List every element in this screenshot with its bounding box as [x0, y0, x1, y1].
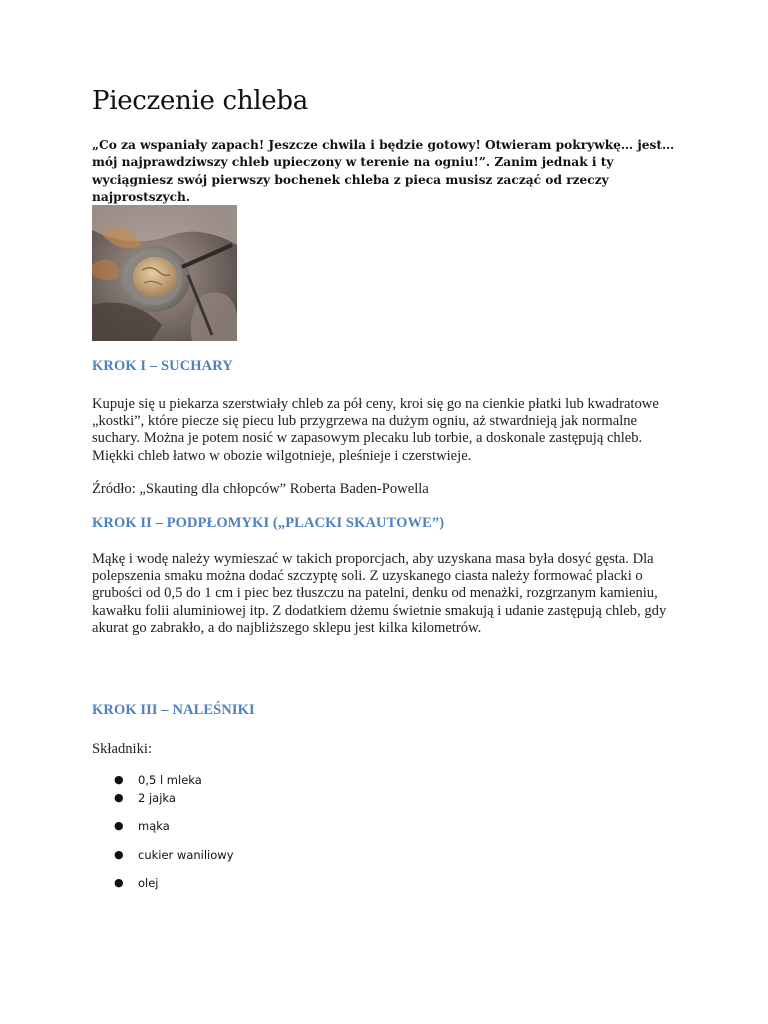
- bullet-icon: ●: [114, 876, 124, 889]
- step2-paragraph: Mąkę i wodę należy wymieszać w takich proporcjach, aby uzyskana masa była dosyć gęsta. Dla polepszenia smaku można dodać szczyptę soli. Z uzyskanego ciasta należy formować placki o grubości od 0,5 do 1 cm i piec bez tłuszczu na patelni, denku od menażki, rozgrzanym kamieniu, kawałku folii aluminiowej itp. Z dodatkiem dżemu świetnie smakują i udanie zastępują chleb, gdy akurat go zabrakło, a do najbliższego sklepu jest kilka kilometrów.: [92, 551, 667, 636]
- campfire-bread-photo: [92, 205, 237, 341]
- document-page: Pieczenie chleba „Co za wspaniały zapach! Jeszcze chwila i będzie gotowy! Otwieram pokrywkę… jest… mój najprawdziwszy chleb upieczony w terenie na ogniu!”. Zanim jednak i ty wyciągniesz swój pierwszy bochenek chleba z pieca musisz zacząć od rzeczy najprostszych. KROK I – SUCHARY Kupuje się u piekarza szerstwiały chleb za pół ceny, kroi się go na cienkie płatki lub kwadratowe „kostki”, które piecze się piecu lub przygrzewa na dużym ogniu, aż stwardnieją jak normalne suchary. Można je potem nosić w zapasowym plecaku lub torbie, a doskonale zastępują chleb. Miękki chleb łatwo w obozie wilgotnieje, pleśnieje i czerstwieje. Źródło: „Skauting dla chłopców” Roberta Baden-Powella KROK II – PODPŁOMYKI („PLACKI SKAUTOWE”) Mąkę i wodę należy wymieszać w takich proporcjach, aby uzyskana masa była dosyć gęsta. Dla polepszenia smaku można dodać szczyptę soli. Z uzyskanego ciasta należy formować placki o grubości od 0,5 do 1 cm i piec bez tłuszczu na patelni, denku od menażki, rozgrzanym kamieniu, kawałku folii aluminiowej itp. Z dodatkiem dżemu świetnie smakują i udanie zastępują chleb, gdy akurat go zabrakło, a do najbliższego sklepu jest kilka kilometrów. KROK III – NALEŚNIKI Składniki: ● 0,5 l mleka ● 2 jajka ● mąka ● cukier waniliowy ● olej: [0, 0, 768, 1024]
- bullet-icon: ●: [114, 848, 124, 861]
- step1-heading: KROK I – SUCHARY: [92, 358, 233, 374]
- step3-heading: KROK III – NALEŚNIKI: [92, 702, 255, 718]
- step2-heading: KROK II – PODPŁOMYKI („PLACKI SKAUTOWE”): [92, 515, 445, 531]
- intro-paragraph: „Co za wspaniały zapach! Jeszcze chwila i będzie gotowy! Otwieram pokrywkę… jest… mój najprawdziwszy chleb upieczony w terenie na ogniu!”. Zanim jednak i ty wyciągniesz swój pierwszy bochenek chleba z pieca musisz zacząć od rzeczy najprostszych.: [92, 138, 675, 205]
- bullet-icon: ●: [114, 773, 124, 786]
- bullet-icon: ●: [114, 791, 124, 804]
- step1-paragraph: Kupuje się u piekarza szerstwiały chleb za pół ceny, kroi się go na cienkie płatki lub kwadratowe „kostki”, które piecze się piecu lub przygrzewa na dużym ogniu, aż stwardnieją jak normalne suchary. Można je potem nosić w zapasowym plecaku lub torbie, a doskonale zastępują chleb. Miękki chleb łatwo w obozie wilgotnieje, pleśnieje i czerstwieje.: [92, 396, 659, 464]
- bullet-icon: ●: [114, 819, 124, 832]
- page-title: Pieczenie chleba: [92, 86, 308, 116]
- ingredients-label: Składniki:: [92, 741, 152, 757]
- step1-source: Źródło: „Skauting dla chłopców” Roberta Baden-Powella: [92, 481, 429, 497]
